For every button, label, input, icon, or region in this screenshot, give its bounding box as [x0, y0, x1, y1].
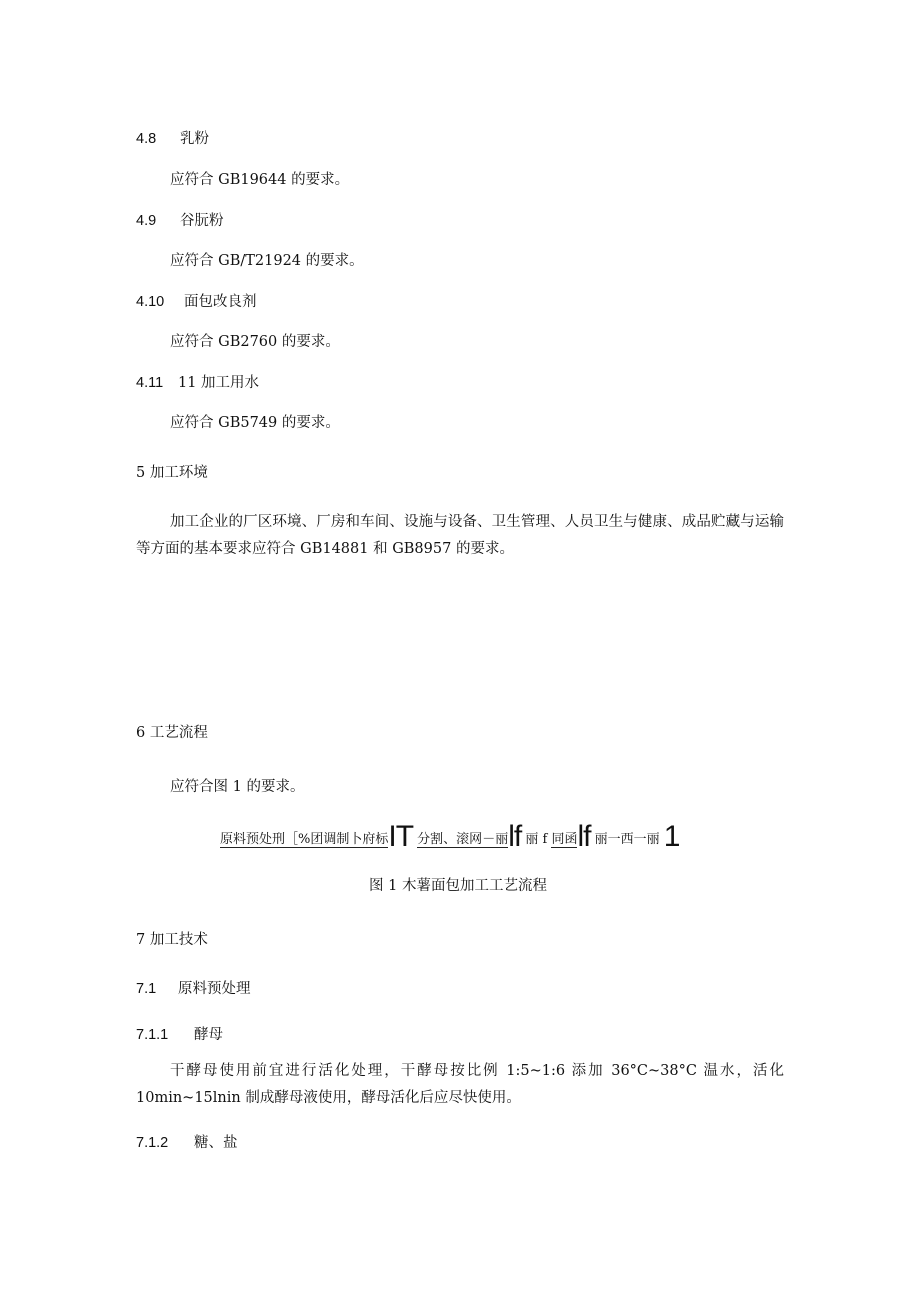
section-7-1-2-heading	[136, 1133, 238, 1153]
section-number: 7.1.2	[136, 1135, 169, 1151]
flow-step: －丽	[482, 832, 509, 847]
section-4-10-body: 应符合 GB2760 的要求。	[170, 334, 340, 350]
section-title: 乳粉	[180, 131, 209, 147]
section-4-10-heading	[136, 292, 257, 312]
flow-arrow: lf	[508, 820, 522, 853]
section-7-1-1-body: 干酵母使用前宜进行活化处理，干酵母按比例 1:5~1:6 添加 36°C~38°C 温水，活化 10min~15lnin 制成酵母液使用，酵母活化后应尽快使用。	[136, 1063, 784, 1106]
section-number: 4.9	[136, 213, 157, 229]
flow-step: 分割、滚网	[417, 832, 483, 847]
section-7-heading: 7 加工技术	[136, 932, 208, 948]
section-4-8-body: 应符合 GB19644 的要求。	[170, 172, 350, 188]
flow-step: 丽 f	[525, 832, 548, 847]
section-7-1-1-heading	[136, 1025, 223, 1045]
section-number: 4.11	[136, 375, 164, 391]
flow-arrow: IT	[388, 820, 414, 853]
section-title: 11 加工用水	[178, 375, 260, 391]
section-4-9-body: 应符合 GB/T21924 的要求。	[170, 253, 364, 269]
process-flow-diagram	[220, 820, 679, 857]
section-number: 7.1	[136, 981, 157, 997]
section-number: 4.8	[136, 131, 157, 147]
section-number: 7.1.1	[136, 1027, 169, 1043]
section-title: 原料预处理	[178, 981, 251, 997]
flow-end: 1	[663, 820, 680, 853]
figure-caption: 图 1 木薯面包加工工艺流程	[369, 878, 547, 894]
flow-step: 同函	[551, 832, 578, 847]
section-5-heading: 5 加工环境	[136, 465, 208, 481]
flow-arrow: lf	[577, 820, 591, 853]
section-title: 酵母	[194, 1027, 223, 1043]
section-6-body: 应符合图 1 的要求。	[170, 779, 305, 795]
section-number: 4.10	[136, 294, 165, 310]
section-title: 糖、盐	[194, 1135, 238, 1151]
flow-step: 丽一西一丽	[594, 832, 660, 847]
section-6-heading: 6 工艺流程	[136, 725, 208, 741]
section-4-8-heading	[136, 129, 209, 149]
section-7-1-heading	[136, 979, 251, 999]
section-4-11-body: 应符合 GB5749 的要求。	[170, 415, 340, 431]
flow-step: 原料预处刑［%团调制卜府标	[220, 832, 389, 847]
section-5-body: 加工企业的厂区环境、厂房和车间、设施与设备、卫生管理、人员卫生与健康、成品贮藏与运输等方面的基本要求应符合 GB14881 和 GB8957 的要求。	[136, 514, 784, 557]
section-title: 谷朊粉	[180, 213, 224, 229]
section-title: 面包改良剂	[184, 294, 257, 310]
section-4-11-heading	[136, 373, 259, 393]
section-4-9-heading	[136, 211, 224, 231]
